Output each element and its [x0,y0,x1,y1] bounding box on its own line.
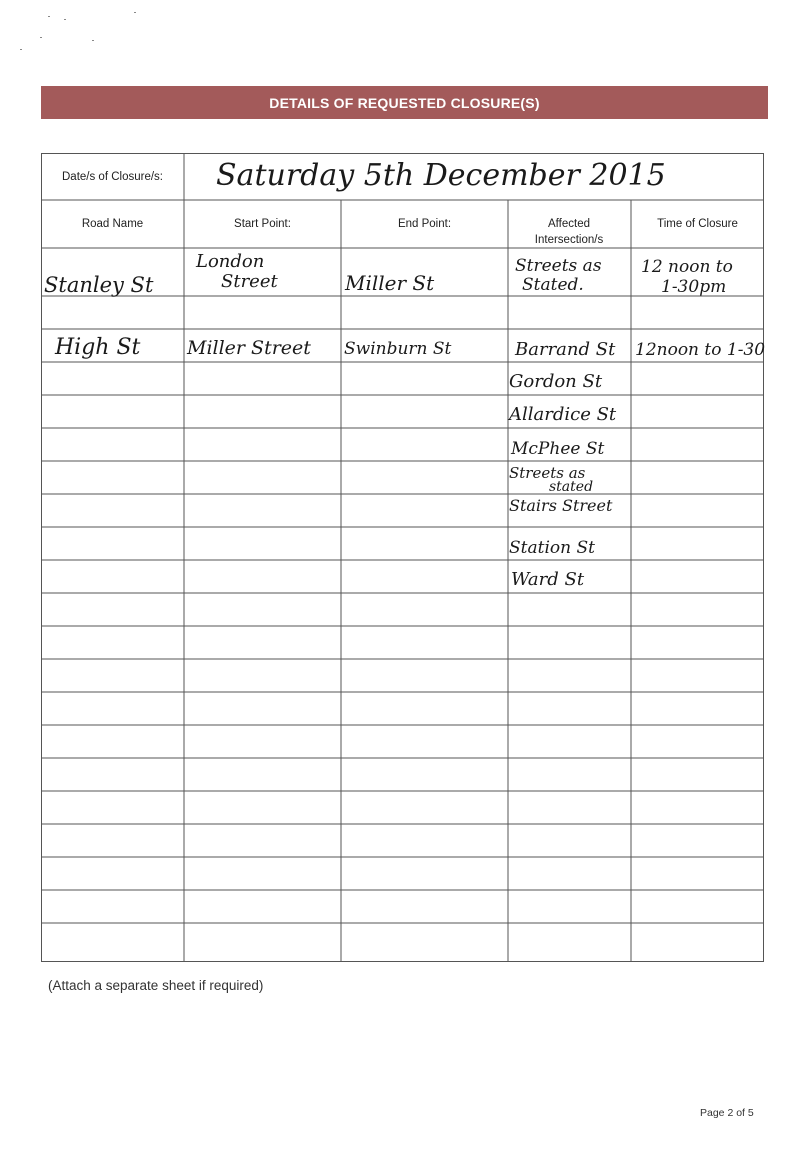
scan-speck [20,49,22,50]
intersection-cell: McPhee St [511,439,605,459]
time-cell: 12 noon to [641,257,733,277]
column-header-time-of-closure: Time of Closure [657,218,738,230]
intersection-cell: Ward St [511,569,585,590]
time-cell: 1-30pm [661,277,727,297]
start-point-cell: London [196,251,265,272]
end-point-cell: Swinburn St [344,339,452,359]
section-title: DETAILS OF REQUESTED CLOSURE(S) [269,94,540,111]
column-header-start-point: Start Point: [234,218,291,230]
road-name-cell: Stanley St [44,273,154,297]
scan-speck [64,19,66,20]
scan-speck [48,16,50,17]
intersection-cell: Barrand St [515,339,616,360]
column-header-affected-intersections: Affected Intersection/s [534,218,604,246]
intersection-cell: Stairs Street [509,496,613,515]
intersection-cell: Allardice St [509,404,617,425]
road-name-cell: High St [55,335,141,360]
scan-speck [134,12,136,13]
page-number: Page 2 of 5 [700,1107,754,1119]
closure-details-table [41,153,764,962]
section-title-banner [41,86,768,119]
intersection-cell: Station St [509,538,595,558]
scan-speck [92,40,94,41]
intersection-cell: Streets as [515,256,602,276]
date-label: Date/s of Closure/s: [62,171,163,183]
start-point-cell: Street [221,271,278,292]
column-header-road-name: Road Name [81,218,144,230]
column-header-end-point: End Point: [397,218,452,230]
intersection-cell: Gordon St [509,371,603,392]
scan-speck [40,37,42,38]
intersection-cell: Stated. [522,275,584,295]
time-cell: 12noon to 1-30 [635,340,766,360]
intersection-cell: stated [549,479,594,495]
start-point-cell: Miller Street [187,337,311,359]
attach-note: (Attach a separate sheet if required) [48,978,264,993]
intersection-cell: Streets as [509,464,586,482]
date-value: Saturday 5th December 2015 [216,158,666,193]
end-point-cell: Miller St [345,271,435,295]
